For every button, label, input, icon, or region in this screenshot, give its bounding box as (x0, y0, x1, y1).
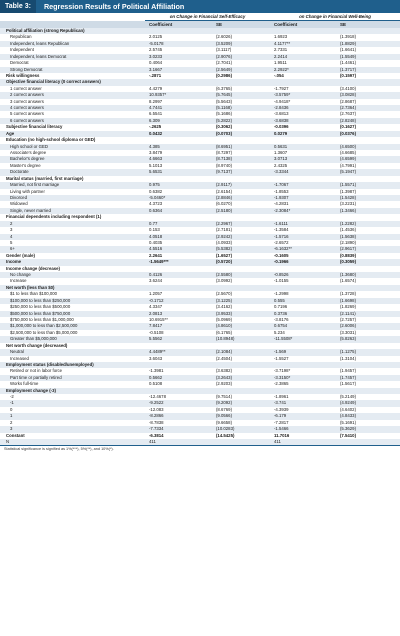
coefficient-cell: -3.8176 (274, 316, 289, 322)
coefficient-cell: -5.0460* (145, 195, 212, 201)
coefficient-cell: 8.2997 (149, 98, 163, 104)
coefficient-cell: -12.083 (149, 406, 164, 412)
table-label: Table 3: (0, 0, 36, 13)
coefficient-cell: -6.1632** (270, 246, 336, 252)
coefficient-cell: -1.569 (270, 349, 336, 355)
coefficient-cell: 0.7196 (274, 304, 288, 310)
row-label: 4 (0, 234, 145, 240)
se-cell: (1.1275) (336, 349, 400, 355)
se-cell: (8.9740) (216, 162, 233, 168)
coefficient-cell: 0.5631 (270, 144, 336, 150)
se-cell: (4.8433) (336, 413, 400, 419)
coefficient-cell: 0.4035 (149, 239, 163, 245)
row-label: Living with partner (10, 188, 45, 194)
row-label: Single, never married (0, 208, 145, 214)
se-cell: (5.1947) (336, 169, 400, 175)
coefficient-cell: -11.5508* (270, 336, 336, 342)
se-cell: (1.3717) (336, 67, 400, 73)
se-cell: (2.7257) (340, 316, 357, 322)
se-cell: (2.2967) (212, 221, 270, 227)
se-cell: (1.7457) (336, 375, 400, 381)
se-cell: (1.6527) (216, 252, 233, 258)
row-label: Constant (6, 432, 25, 438)
row-label: Objective financial literacy (0 correct answers) (0, 79, 145, 85)
se-cell: (2.8846) (212, 195, 270, 201)
coefficient-cell: 4.385 (145, 144, 212, 150)
coefficient-cell: 411 (270, 439, 336, 445)
row-label: Net worth (less than $0) (0, 285, 145, 291)
se-cell: (8.6769) (216, 406, 233, 412)
coefficient-cell: 0.6364 (145, 208, 212, 214)
se-cell: (0.5720) (212, 259, 270, 265)
coefficient-cell: 1.9511 (274, 60, 287, 66)
coefficient-cell: 5.6531 (145, 169, 212, 175)
row-label: Divorced (0, 195, 145, 201)
coefficient-cell: -1.8961 (274, 394, 289, 400)
coefficient-cell: -0.1966 (270, 259, 336, 265)
coefficient-cell: -4.2831 (274, 201, 289, 207)
row-label: Widowed (10, 201, 28, 207)
coefficient-cell: 0.6754 (270, 323, 336, 329)
se-cell: (0.1597) (340, 72, 357, 78)
se-cell: (3.9533) (212, 311, 270, 317)
coefficient-cell: -7.2817 (274, 419, 289, 425)
row-label: Bachelor's degree (0, 156, 145, 162)
se-cell: (0.0376) (336, 131, 400, 137)
se-cell: (4.6685) (340, 150, 357, 156)
row-label: -1 (0, 400, 145, 406)
se-cell: (5.8263) (336, 336, 400, 342)
coefficient-cell: -0.1605 (274, 252, 289, 258)
se-cell: (1.3104) (340, 355, 357, 361)
coefficient-cell: 5.1013 (149, 162, 163, 168)
se-cell: (2.4504) (216, 355, 233, 361)
coefficient-cell: 4.4279 (149, 85, 163, 91)
se-cell: (14.5425) (216, 432, 235, 438)
coefficient-cell: -7.7334 (145, 426, 212, 432)
row-label: Net worth change (decreased) (6, 342, 68, 348)
coefficient-cell: -2.6572 (274, 239, 289, 245)
se-cell: (2.8248) (336, 118, 400, 124)
se-cell: (8.7138) (212, 156, 270, 162)
coefficient-cell: -1.5527 (274, 355, 289, 361)
se-cell: (9.7514) (216, 394, 233, 400)
row-label: Independent, leans Republican (0, 41, 145, 47)
coefficient-cell: -0.5108 (149, 329, 164, 335)
row-label: Associate's degree (10, 150, 47, 156)
row-label: Part time or partially retired (0, 375, 145, 381)
se-cell: (2.6026) (216, 34, 233, 40)
footnote: Statistical significance is signified as 1%(***), 5%(**), and 10%(*). (4, 447, 114, 452)
se-cell: (10.0283) (212, 426, 270, 432)
coefficient-cell: -1.5466 (270, 426, 336, 432)
row-label: 3 (0, 426, 145, 432)
coefficient-cell: -12.4678 (149, 394, 166, 400)
se-cell: (3.2643) (212, 375, 270, 381)
coefficient-cell: 2.0813 (145, 311, 212, 317)
se-cell: (3.2231) (340, 201, 357, 207)
coefficient-cell: 2.2922* (270, 67, 336, 73)
se-cell: (4.6402) (340, 406, 357, 412)
se-cell: (2.9117) (212, 182, 270, 188)
coefficient-cell: -.2625 (149, 124, 162, 130)
group-header-well-being: on Change in Financial Well-Being (270, 13, 400, 21)
row-label: 0 (10, 406, 13, 412)
se-cell: (3.5209) (212, 41, 270, 47)
se-cell: (2.8687) (340, 98, 357, 104)
se-cell: (6.3765) (216, 85, 233, 91)
coefficient-cell: -9.2522 (145, 400, 212, 406)
coefficient-cell: -0.8526 (270, 272, 336, 278)
coefficient-cell: 4.3347 (149, 304, 163, 310)
se-cell: (3.1225) (212, 298, 270, 304)
se-cell: (2.9617) (336, 246, 400, 252)
coefficient-cell: 0.77 (145, 221, 212, 227)
coefficient-cell: 7.8417 (145, 323, 212, 329)
coefficient-cell: 6.5541 (149, 111, 163, 117)
coefficient-cell: 3.1667 (145, 67, 212, 73)
se-cell: (2.9203) (216, 381, 233, 387)
table-body (0, 28, 400, 445)
row-label: 3 (10, 227, 13, 233)
row-label: 4 correct answers (0, 105, 145, 111)
row-label: Independent, leans Democrat (0, 54, 145, 60)
se-cell: (9.2092) (212, 400, 270, 406)
row-label: Financial dependents including respondent (1) (6, 214, 102, 220)
coefficient-cell: -3.741 (270, 400, 336, 406)
se-cell: (4.6500) (336, 144, 400, 150)
se-cell: (5.1686) (216, 111, 233, 117)
row-label: 6 correct answers (0, 118, 145, 124)
row-label: Increased (10, 355, 29, 361)
coefficient-cell: -1.3584 (274, 227, 289, 233)
row-label: Employment change (-3) (0, 388, 145, 394)
se-cell: (1.5549) (336, 54, 400, 60)
coefficient-cell: -1.5649*** (145, 259, 212, 265)
coefficient-cell: 4.7441 (145, 105, 212, 111)
row-label: No change (0, 272, 145, 278)
se-cell: (1.4536) (340, 227, 357, 233)
coefficient-cell: -1.3981 (149, 368, 164, 374)
se-cell: (3.1117) (216, 47, 232, 53)
se-cell: (3.0992) (216, 278, 233, 284)
row-label: Political affiliation (strong Republican) (0, 28, 145, 34)
row-label: Republican (10, 34, 32, 40)
row-label: 6+ (0, 246, 145, 252)
row-label: Greater than $5,000,000 (0, 336, 145, 342)
row-label: Income (0, 259, 145, 265)
coefficient-cell: 2.0125 (149, 34, 163, 40)
table-title: Regression Results of Political Affiliation (43, 2, 185, 11)
coefficient-cell: 4.0518 (145, 234, 212, 240)
row-label: 2 correct answers (0, 92, 145, 98)
coefficient-cell: 0.6382 (149, 188, 163, 194)
se-cell: (2.7637) (340, 111, 357, 117)
se-cell: (2.6154) (216, 188, 233, 194)
row-label: Retired or not in labor force (10, 368, 63, 374)
se-cell: (2.7041) (216, 60, 233, 66)
coefficient-cell: 0.5662 (145, 375, 212, 381)
se-cell: (2.9076) (212, 54, 270, 60)
se-cell: (1.4461) (340, 60, 357, 66)
row-label: Master's degree (10, 162, 41, 168)
row-label: Risk willingness (6, 72, 40, 78)
column-header-coefficient: Coefficient (270, 21, 336, 29)
coefficient-cell: 2.7331 (274, 47, 288, 53)
coefficient-cell: 1.3607 (274, 150, 288, 156)
se-cell: (1.6641) (340, 47, 357, 53)
coefficient-cell: 3.8479 (149, 150, 163, 156)
se-cell: (9.7137) (212, 169, 270, 175)
coefficient-cell: -4.9418* (274, 98, 291, 104)
se-cell: (2.5670) (216, 291, 233, 297)
coefficient-cell: 10.9357* (145, 92, 212, 98)
coefficient-cell: 0.5108 (149, 381, 163, 387)
se-cell: (2.9242) (212, 234, 270, 240)
se-cell: (1.3987) (340, 188, 357, 194)
coefficient-cell: -6.179 (270, 413, 336, 419)
se-cell: (1.2282) (336, 221, 400, 227)
coefficient-cell: -3.3344 (270, 169, 336, 175)
row-label: Age (0, 131, 145, 137)
row-label: High school or GED (0, 144, 145, 150)
se-cell: (4.0933) (216, 239, 233, 245)
se-cell: (9.0566) (212, 413, 270, 419)
se-cell: (1.9457) (340, 368, 357, 374)
se-cell: (5.5643) (216, 98, 233, 104)
coefficient-cell: 4.5516 (145, 246, 212, 252)
coefficient-cell: 0.0279 (270, 131, 336, 137)
row-label: 5 correct answers (10, 111, 44, 117)
coefficient-cell: 3.0713 (270, 156, 336, 162)
coefficient-cell: 4.6663 (145, 156, 212, 162)
coefficient-cell: -2.8436 (270, 105, 336, 111)
coefficient-cell: -1.6111 (270, 221, 336, 227)
se-cell: (1.8269) (340, 304, 357, 310)
column-header-se: SE (212, 21, 270, 29)
se-cell: (0.8839) (340, 252, 357, 258)
coefficient-cell: 2.4325 (274, 162, 288, 168)
coefficient-cell: -0.1712 (145, 298, 212, 304)
coefficient-cell: -1.7927 (274, 85, 289, 91)
row-label: Education (no high-school diploma or GED) (6, 137, 96, 143)
row-label: Strong Democrat (0, 67, 145, 73)
row-label: 2 (10, 419, 13, 425)
se-cell: (2.6006) (336, 323, 400, 329)
coefficient-cell: 3.6244 (149, 278, 163, 284)
se-cell: (0.0703) (212, 131, 270, 137)
row-label: 3 correct answers (10, 98, 44, 104)
se-cell: (4.9249) (336, 400, 400, 406)
row-label: $100,000 to less than $250,000 (0, 298, 145, 304)
row-label: $1 to less than $100,000 (10, 291, 58, 297)
coefficient-cell: -3.6838 (270, 118, 336, 124)
se-cell: (1.8829) (336, 41, 400, 47)
coefficient-cell: -5.0178 (145, 41, 212, 47)
coefficient-cell: 4.1177** (270, 41, 336, 47)
coefficient-cell: 2.2641 (149, 252, 163, 258)
se-cell: (0.1627) (340, 124, 357, 130)
coefficient-cell: -0.0396 (274, 124, 289, 130)
se-cell: (1.5428) (336, 195, 400, 201)
coefficient-cell: -1.2998 (274, 291, 289, 297)
coefficient-cell: 2.2414 (270, 54, 336, 60)
row-label: $1,000,000 to less than $2,500,000 (0, 323, 145, 329)
se-cell: (5.2149) (340, 394, 357, 400)
se-cell: (1.3466) (336, 208, 400, 214)
se-cell: (10.8948) (212, 336, 270, 342)
se-cell: (1.3728) (340, 291, 357, 297)
table-title-bar (0, 0, 400, 13)
se-cell: (2.7181) (216, 227, 233, 233)
coefficient-cell: 3.6043 (149, 355, 163, 361)
coefficient-cell: 1.2057 (149, 291, 163, 297)
row-label: Employment status (disabled/unemployed) (0, 362, 145, 368)
se-cell: (3.6382) (216, 368, 233, 374)
coefficient-cell: 3.0233 (145, 54, 212, 60)
se-cell: (1.6698) (336, 298, 400, 304)
se-cell: (4.6599) (336, 156, 400, 162)
coefficient-cell: -6.3814 (149, 432, 164, 438)
coefficient-cell: -3.5759* (270, 92, 336, 98)
row-label: $750,000 to less than $1,000,000 (10, 316, 74, 322)
se-cell: (0.3059) (336, 259, 400, 265)
row-label: Income change (decrease) (6, 265, 60, 271)
se-cell: (2.5649) (212, 67, 270, 73)
se-cell: (7.5410) (340, 432, 357, 438)
se-cell: (4.8610) (212, 323, 270, 329)
se-cell: (3.4100) (340, 85, 357, 91)
coefficient-cell: -2.3084* (270, 208, 336, 214)
row-label: Subjective financial literacy (6, 124, 63, 130)
se-cell: (1.5638) (336, 234, 400, 240)
group-header-self-efficacy: on Change in Financial Self-Efficacy (145, 13, 270, 21)
coefficient-cell: 0.3736 (270, 311, 336, 317)
coefficient-cell: -3.6813 (274, 111, 289, 117)
se-cell: (5.2822) (212, 118, 270, 124)
se-cell: (2.1141) (336, 311, 400, 317)
se-cell: (1.5571) (336, 182, 400, 188)
row-label: 5 (10, 239, 13, 245)
se-cell: (8.6951) (212, 144, 270, 150)
row-label: $250,000 to less than $500,000 (10, 304, 71, 310)
coefficient-cell: -1.9307 (270, 195, 336, 201)
se-cell: (0.2986) (216, 72, 233, 78)
regression-table (0, 13, 400, 445)
row-label: -2 (10, 394, 14, 400)
row-label: Independent (10, 47, 34, 53)
se-cell: (6.1765) (216, 329, 233, 335)
coefficient-cell: 4.3723 (149, 201, 163, 207)
coefficient-cell: -2.3865 (274, 381, 289, 387)
se-cell: (1.3918) (340, 34, 357, 40)
row-label: $500,000 to less than $750,000 (0, 311, 145, 317)
row-label: Neutral (0, 349, 145, 355)
se-cell: (5.7645) (212, 92, 270, 98)
coefficient-cell: -3.7198* (274, 368, 291, 374)
coefficient-cell: 11.7016 (274, 432, 290, 438)
row-label: $2,500,000 to less than $5,000,000 (10, 329, 78, 335)
se-cell: (6.0270) (216, 201, 233, 207)
coefficient-cell: -.054 (274, 72, 284, 78)
coefficient-cell: 10.6915** (149, 316, 168, 322)
se-cell: (5.0969) (216, 316, 233, 322)
column-header-row (0, 21, 400, 29)
se-cell: (4.7991) (340, 162, 357, 168)
se-cell: (1.5617) (340, 381, 357, 387)
coefficient-cell: 5.5562 (145, 336, 212, 342)
se-cell: (5.3629) (336, 426, 400, 432)
se-cell: (5.1691) (340, 419, 357, 425)
group-header-row (0, 13, 400, 21)
row-label: Married, not first marriage (0, 182, 145, 188)
coefficient-cell: 1.6923 (274, 34, 288, 40)
coefficient-cell: 0.4126 (145, 272, 212, 278)
se-cell: (1.3680) (336, 272, 400, 278)
se-cell: (2.1084) (212, 349, 270, 355)
se-cell: (0.3062) (216, 124, 233, 130)
row-label: 1 correct answer (10, 85, 42, 91)
column-header-coefficient: Coefficient (145, 21, 212, 29)
row-label: Increase (10, 278, 27, 284)
coefficient-cell: -3.3150* (270, 375, 336, 381)
se-cell: (5.1168) (212, 105, 270, 111)
se-cell: (2.5580) (212, 272, 270, 278)
se-cell: (3.3031) (340, 329, 357, 335)
row-label: Marital status (married, first marriage) (6, 175, 84, 181)
coefficient-cell: -1.0155 (274, 278, 289, 284)
coefficient-cell: -8.7838 (149, 419, 164, 425)
coefficient-cell: 0.153 (149, 227, 160, 233)
row-label: Gender (male) (6, 252, 35, 258)
column-header-se: SE (336, 21, 400, 29)
row-label: 2 (0, 221, 145, 227)
row-label: 1 (0, 413, 145, 419)
coefficient-cell: 5.234 (274, 329, 285, 335)
coefficient-cell: -4.3939 (274, 406, 289, 412)
se-cell: (2.7364) (336, 105, 400, 111)
coefficient-cell: 2.5745 (149, 47, 163, 53)
coefficient-cell: -1.5716 (270, 234, 336, 240)
coefficient-cell: -1.7067 (270, 182, 336, 188)
coefficient-cell: 411 (145, 439, 212, 445)
se-cell: (9.6658) (216, 419, 233, 425)
row-label: Works full-time (10, 381, 39, 387)
coefficient-cell: -8.2866 (145, 413, 212, 419)
se-cell: (2.5180) (212, 208, 270, 214)
coefficient-cell: 0.0432 (145, 131, 212, 137)
coefficient-cell: -.2871 (149, 72, 162, 78)
row-label: N (0, 439, 145, 445)
se-cell: (3.0828) (336, 92, 400, 98)
se-cell: (1.6574) (340, 278, 357, 284)
coefficient-cell: 0.975 (145, 182, 212, 188)
row-label: Democrat (10, 60, 29, 66)
coefficient-cell: -1.8553 (274, 188, 289, 194)
row-label: Doctorate (0, 169, 145, 175)
se-cell: (8.7297) (216, 150, 233, 156)
coefficient-cell: 4.4489** (145, 349, 212, 355)
coefficient-cell: 0.4064 (149, 60, 163, 66)
se-cell: (3.4162) (216, 304, 233, 310)
coefficient-cell: 6.309 (145, 118, 212, 124)
se-cell: (5.5382) (212, 246, 270, 252)
se-cell: (2.1890) (340, 239, 357, 245)
coefficient-cell: 0.555 (270, 298, 336, 304)
